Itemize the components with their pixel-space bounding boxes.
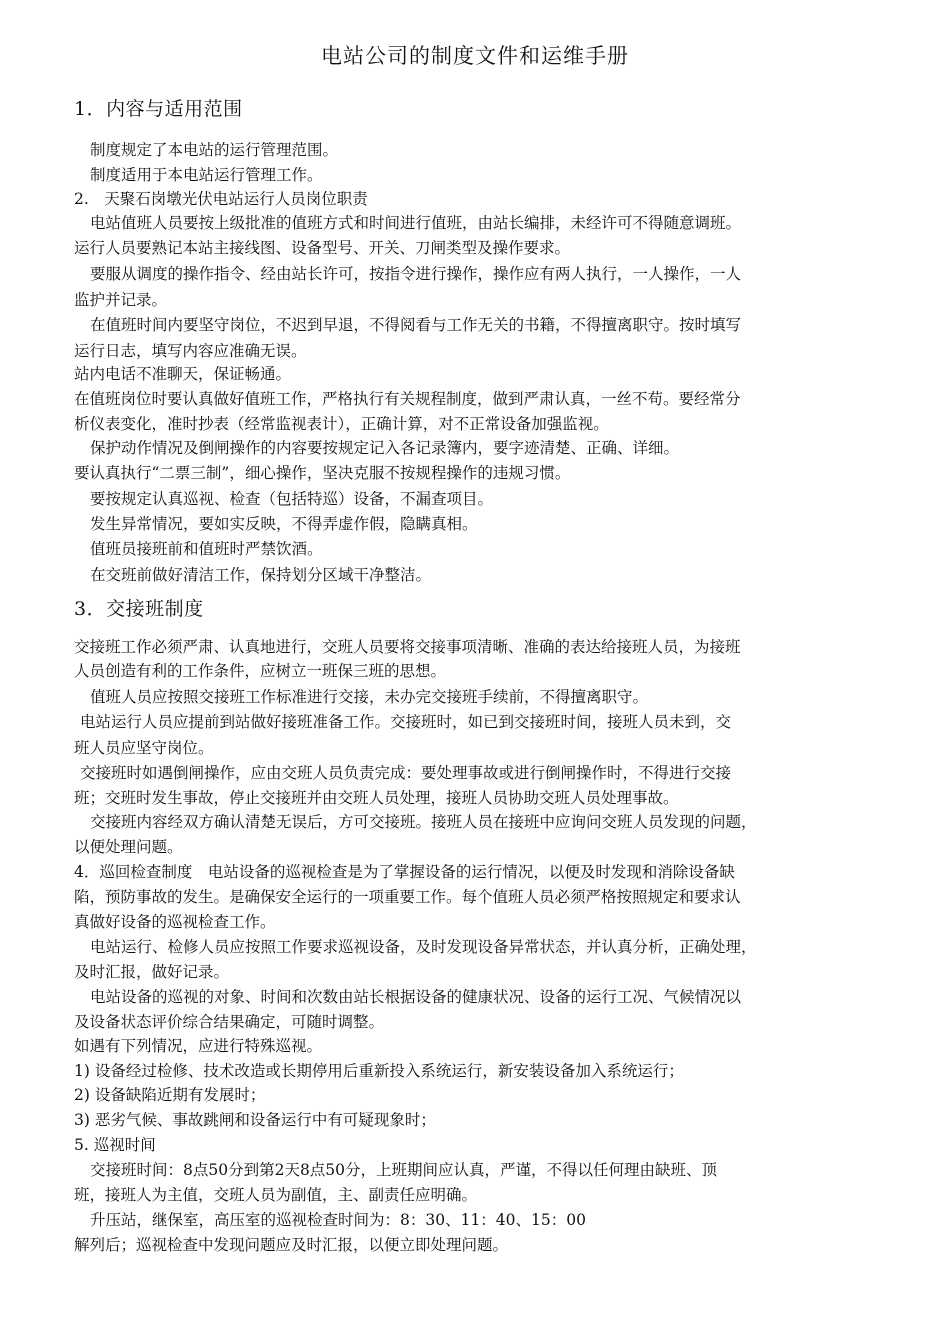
text-line: 析仪表变化，准时抄表（经常监视表计），正确计算，对不正常设备加强监视。 [74,415,609,433]
text-line: 班人员应坚守岗位。 [74,739,214,757]
section-3-heading: 3．交接班制度 [74,598,204,620]
text-line: 班；交班时发生事故，停止交接班并由交班人员处理，接班人员协助交班人员处理事故。 [74,789,679,807]
text-line: 人员创造有利的工作条件，应树立一班保三班的思想。 [74,662,447,680]
text-line: 站内电话不准聊天，保证畅通。 [74,365,292,383]
text-line: 班，接班人为主值，交班人员为副值，主、副责任应明确。 [74,1186,478,1204]
text-line: 交接班工作必须严肃、认真地进行，交班人员要将交接事项清晰、准确的表达给接班人员，为接班 [74,638,741,656]
text-line: 真做好设备的巡视检查工作。 [74,913,276,931]
text-line: 值班员接班前和值班时严禁饮酒。 [90,540,323,558]
text-line: 在值班岗位时要认真做好值班工作，严格执行有关规程制度，做到严肃认真，一丝不苟。要经常分 [74,390,741,408]
text-line: 以便处理问题。 [74,838,183,856]
text-line: 在交班前做好清洁工作，保持划分区域干净整洁。 [90,566,432,584]
section-2-heading: 2. 天聚石岗墩光伏电站运行人员岗位职责 [74,190,368,208]
text-line: 运行日志，填写内容应准确无误。 [74,342,307,360]
text-line: 电站值班人员要按上级批准的值班方式和时间进行值班，由站长编排，未经许可不得随意调班。 [90,214,742,232]
text-line: 监护并记录。 [74,291,168,309]
text-line: 交接班时如遇倒闸操作，应由交班人员负责完成：要处理事故或进行倒闸操作时，不得进行交接 [80,764,732,782]
text-line: 5. 巡视时间 [74,1136,156,1154]
text-line: 要按规定认真巡视、检查（包括特巡）设备，不漏查项目。 [90,490,494,508]
text-line: 及时汇报，做好记录。 [74,963,230,981]
text-line: 如遇有下列情况，应进行特殊巡视。 [74,1037,323,1055]
text-line: 要认真执行“二票三制”，细心操作，坚决克服不按规程操作的违规习惯。 [74,464,571,482]
text-line: 运行人员要熟记本站主接线图、设备型号、开关、刀闸类型及操作要求。 [74,239,571,257]
text-line: 电站运行、检修人员应按照工作要求巡视设备，及时发现设备异常状态，并认真分析，正确处理， [90,938,757,956]
text-line: 要服从调度的操作指令、经由站长许可，按指令进行操作，操作应有两人执行，一人操作，一人 [90,265,742,283]
text-line: 升压站，继保室，高压室的巡视检查时间为：8：30、11：40、15：00 [90,1211,586,1229]
text-line: 电站运行人员应提前到站做好接班准备工作。交接班时，如已到交接班时间，接班人员未到，交 [80,713,732,731]
document-title: 电站公司的制度文件和运维手册 [321,44,629,68]
text-line: 值班人员应按照交接班工作标准进行交接，未办完交接班手续前，不得擅离职守。 [90,688,649,706]
text-line: 解列后；巡视检查中发现问题应及时汇报，以便立即处理问题。 [74,1236,509,1254]
text-line: 3) 恶劣气候、事故跳闸和设备运行中有可疑现象时； [74,1111,436,1129]
text-line: 电站设备的巡视的对象、时间和次数由站长根据设备的健康状况、设备的运行工况、气候情况以 [90,988,742,1006]
text-line: 陷，预防事故的发生。是确保安全运行的一项重要工作。每个值班人员必须严格按照规定和要求认 [74,888,741,906]
text-line: 在值班时间内要坚守岗位，不迟到早退，不得阅看与工作无关的书籍，不得擅离职守。按时填写 [90,316,742,334]
text-line: 保护动作情况及倒闸操作的内容要按规定记入各记录簿内，要字迹清楚、正确、详细。 [90,439,680,457]
text-line: 1) 设备经过检修、技术改造或长期停用后重新投入系统运行，新安装设备加入系统运行； [74,1062,684,1080]
text-line: 2) 设备缺陷近期有发展时； [74,1086,266,1104]
text-line: 发生异常情况，要如实反映，不得弄虚作假，隐瞒真相。 [90,515,478,533]
text-line: 交接班内容经双方确认清楚无误后，方可交接班。接班人员在接班中应询问交班人员发现的问题， [90,813,757,831]
text-line: 制度规定了本电站的运行管理范围。 [90,141,339,159]
section-1-heading: 1．内容与适用范围 [74,98,243,120]
text-line: 制度适用于本电站运行管理工作。 [90,166,323,184]
text-line: 及设备状态评价综合结果确定，可随时调整。 [74,1013,385,1031]
text-line: 4．巡回检查制度 电站设备的巡视检查是为了掌握设备的运行情况，以便及时发现和消除设备缺 [74,863,735,881]
text-line: 交接班时间：8点50分到第2天8点50分，上班期间应认真，严谨，不得以任何理由缺班、顶 [90,1161,718,1179]
